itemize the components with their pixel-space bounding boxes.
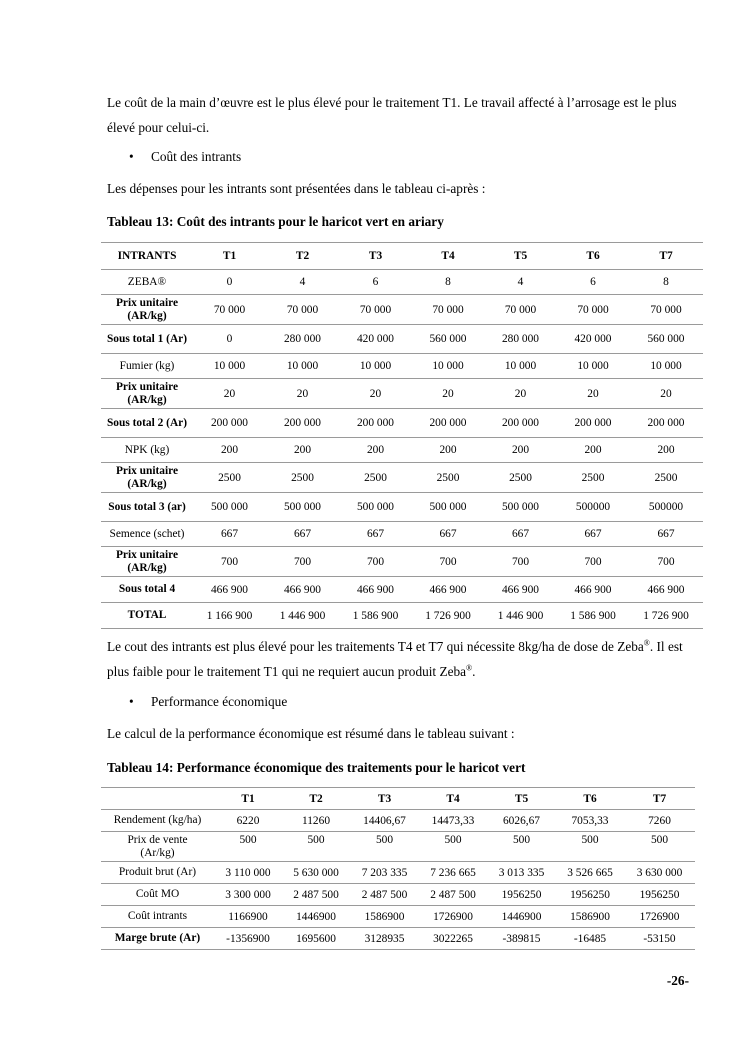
table-cell: 200 000 — [647, 417, 685, 429]
table-cell: 6220 — [236, 814, 260, 827]
table-cell: 2 487 500 — [430, 888, 476, 901]
table-cell: 500 000 — [356, 501, 395, 513]
table14-caption: Tableau 14: Performance économique des traitements pour le haricot vert — [107, 760, 526, 775]
table-cell: 14473,33 — [431, 814, 475, 827]
table-cell: 70 000 — [213, 303, 246, 316]
table-cell: 200 000 — [283, 417, 322, 429]
table-cell: 3 630 000 — [636, 866, 683, 879]
table-cell: 200 000 — [429, 417, 467, 429]
table-row — [101, 832, 695, 862]
table-cell: 1 726 900 — [425, 609, 471, 622]
paragraph-performance-intro: Le calcul de la performance économique est résumé dans le tableau suivant : — [107, 726, 515, 741]
table14-header-cell — [101, 788, 214, 810]
table-cell: 3022265 — [433, 932, 473, 945]
table-cell: 20 — [587, 387, 599, 400]
table-cell: 10 000 — [286, 360, 319, 372]
page-number: -26- — [666, 973, 689, 988]
table-row — [101, 577, 703, 603]
table13-caption: Tableau 13: Coût des intrants pour le haricot vert en ariary — [107, 214, 444, 229]
table-cell: 500 — [307, 834, 325, 846]
table-cell: 200 000 — [501, 417, 540, 429]
paragraph-part: . — [472, 664, 476, 679]
table13-header-cell: T3 — [368, 250, 383, 262]
table-cell: 11260 — [301, 814, 331, 827]
table-cell: 6 — [372, 276, 379, 288]
registered-mark: ® — [466, 663, 473, 673]
table13-header-cell: T6 — [586, 250, 600, 262]
table-cell: 500000 — [648, 501, 684, 513]
table-cell: 667 — [293, 528, 312, 540]
table-cell: 2 487 500 — [361, 888, 408, 901]
table-row — [101, 295, 703, 325]
table-cell: 0 — [226, 333, 233, 345]
table-cell: 560 000 — [429, 333, 467, 345]
table-cell: 466 900 — [283, 583, 322, 596]
row-label: Sous total 2 (Ar) — [106, 416, 188, 429]
table-cell: 500 — [512, 834, 531, 846]
table-cell: 200 — [293, 444, 312, 456]
table-cell: 20 — [296, 387, 309, 400]
row-label: TOTAL — [127, 609, 167, 621]
table-cell: 8 — [663, 276, 669, 288]
table-cell: 200 000 — [356, 417, 395, 429]
table-cell: 3 013 335 — [498, 866, 545, 879]
table-cell: 1 726 900 — [643, 609, 689, 622]
table-cell: 1956250 — [639, 888, 680, 901]
row-label: Sous total 3 (ar) — [108, 500, 186, 513]
table-cell: 70 000 — [577, 303, 609, 316]
table-cell: 500 000 — [429, 501, 467, 513]
table-cell: 200 — [439, 444, 457, 456]
table-cell: 667 — [220, 528, 239, 540]
table-cell: 5 630 000 — [293, 866, 339, 879]
table14-header-cell: T3 — [377, 792, 392, 805]
row-label: Semence (schet) — [109, 527, 185, 540]
table-cell: 1726900 — [433, 910, 473, 923]
table-cell: 420 000 — [356, 333, 395, 345]
table13-header-cell: T7 — [659, 250, 673, 262]
table-cell: 500 — [375, 834, 394, 846]
table13-header-cell: INTRANTS — [117, 250, 177, 262]
table-cell: 4 — [517, 276, 524, 288]
table-cell: 10 000 — [213, 360, 246, 372]
table-cell: 700 — [293, 555, 312, 568]
bullet-performance-label: Performance économique — [151, 694, 288, 709]
table-cell: 70 000 — [432, 303, 464, 316]
table-cell: 1586900 — [364, 910, 405, 923]
table-row — [101, 884, 695, 906]
row-label: Prix unitaire (AR/kg) — [115, 380, 179, 406]
table-cell: 500000 — [575, 501, 611, 513]
table-cell: -53150 — [643, 932, 676, 945]
row-label: ZEBA® — [127, 275, 167, 288]
table-cell: 466 900 — [429, 583, 467, 596]
table-cell: 3 300 000 — [225, 888, 271, 901]
table-cell: 560 000 — [647, 333, 685, 345]
table-cell: 667 — [584, 528, 602, 540]
table-cell: 2500 — [436, 471, 460, 484]
table-cell: -1356900 — [226, 932, 270, 945]
table-cell: 200 — [584, 444, 602, 456]
table-cell: 2500 — [581, 471, 605, 484]
table-cell: 500 — [239, 834, 257, 846]
table-cell: 667 — [511, 528, 530, 540]
table-cell: 2500 — [218, 471, 241, 484]
table14-header-cell: T6 — [583, 792, 597, 805]
table-cell: 6026,67 — [502, 814, 541, 827]
table-row — [101, 810, 695, 832]
table-row — [101, 409, 703, 438]
table-cell: 280 000 — [283, 333, 322, 345]
table-cell: 4 — [299, 276, 306, 288]
table-cell: 500 000 — [210, 501, 249, 513]
table13-header-cell: T2 — [295, 250, 310, 262]
table-cell: 70 000 — [650, 303, 682, 316]
table-row — [101, 325, 703, 354]
table-cell: 200 000 — [574, 417, 612, 429]
bullet-intrants — [129, 147, 241, 167]
table-row — [101, 862, 695, 884]
table-row — [101, 547, 703, 577]
table-cell: 1586900 — [570, 910, 610, 923]
row-label: Sous total 4 — [118, 583, 176, 595]
table-cell: 667 — [366, 528, 385, 540]
table-cell: 500 — [581, 834, 599, 846]
table-row — [101, 354, 703, 379]
table-intrants-cost — [101, 242, 703, 629]
paragraph-intrants-intro: Les dépenses pour les intrants sont présentées dans le tableau ci-après : — [107, 181, 486, 196]
table14-header-row — [101, 788, 695, 810]
row-label: Prix unitaire (AR/kg) — [115, 296, 179, 322]
table-cell: 667 — [439, 528, 457, 540]
table-cell: 14406,67 — [363, 814, 406, 827]
row-label: Prix de vente (Ar/kg) — [127, 833, 188, 859]
table-row — [101, 522, 703, 547]
table14-header-cell: T2 — [309, 792, 323, 805]
table-cell: 2500 — [654, 471, 678, 484]
table-cell: 1956250 — [570, 888, 610, 901]
row-label: Marge brute (Ar) — [114, 932, 201, 944]
table-cell: 20 — [223, 387, 236, 400]
table-cell: 7260 — [648, 814, 671, 827]
table-cell: 3128935 — [364, 932, 405, 945]
table-cell: 200 — [220, 444, 239, 456]
bullet-performance — [129, 692, 287, 712]
table-cell: 200 000 — [210, 417, 249, 429]
bullet-dot: • — [129, 149, 134, 164]
table-cell: 1695600 — [296, 932, 336, 945]
paragraph-part: . Il est plus faible pour le traitement T1 qui ne requiert aucun produit Zeba — [107, 639, 683, 679]
row-label: Prix unitaire (AR/kg) — [115, 548, 179, 574]
table-cell: 2500 — [291, 471, 314, 484]
table14-header-cell: T5 — [514, 792, 529, 805]
table-row — [101, 463, 703, 493]
row-label: Prix unitaire (AR/kg) — [115, 464, 179, 490]
row-label: Rendement (kg/ha) — [113, 814, 202, 826]
table-cell: -389815 — [502, 932, 541, 945]
bullet-dot: • — [129, 694, 134, 709]
table-cell: 8 — [445, 276, 451, 288]
table-cell: 7053,33 — [571, 814, 609, 827]
table-cell: 7 203 335 — [361, 866, 408, 879]
table-cell: 1 446 900 — [497, 609, 544, 622]
table-cell: 1446900 — [501, 910, 542, 923]
table-cell: 466 900 — [356, 583, 395, 596]
table13-header-row — [101, 243, 703, 270]
row-label: Produit brut (Ar) — [118, 866, 197, 878]
table-cell: 10 000 — [432, 360, 464, 372]
table-cell: 2 487 500 — [293, 888, 339, 901]
table-cell: 20 — [442, 387, 454, 400]
table-cell: 500 000 — [501, 501, 540, 513]
table13-header-cell: T5 — [513, 250, 528, 262]
table-cell: 70 000 — [504, 303, 537, 316]
table-cell: 200 — [366, 444, 385, 456]
table-cell: 2500 — [364, 471, 387, 484]
paragraph-intrants-analysis — [107, 634, 697, 684]
table-cell: 1446900 — [296, 910, 336, 923]
table-cell: 700 — [439, 555, 457, 568]
table-row — [101, 603, 703, 629]
table-cell: 7 236 665 — [430, 866, 476, 879]
table-cell: 1 586 900 — [570, 609, 616, 622]
table-row — [101, 928, 695, 950]
table-cell: 500 — [444, 834, 462, 846]
table-cell: 10 000 — [650, 360, 682, 372]
table-cell: 1 586 900 — [352, 609, 399, 622]
table-cell: 20 — [369, 387, 382, 400]
table-cell: 1 166 900 — [206, 609, 253, 622]
table-cell: 1166900 — [228, 910, 268, 923]
table-row — [101, 270, 703, 295]
table-cell: 3 110 000 — [225, 866, 271, 879]
table-cell: 667 — [657, 528, 675, 540]
table14-header-cell: T4 — [446, 792, 460, 805]
table-cell: 20 — [660, 387, 672, 400]
table-cell: -16485 — [573, 932, 607, 945]
table-row — [101, 906, 695, 928]
table-cell: 280 000 — [501, 333, 540, 345]
table-cell: 200 — [511, 444, 530, 456]
table-cell: 20 — [514, 387, 527, 400]
row-label: NPK (kg) — [124, 443, 170, 456]
row-label: Sous total 1 (Ar) — [106, 332, 188, 345]
table-cell: 466 900 — [647, 583, 685, 596]
table-cell: 10 000 — [577, 360, 609, 372]
table-cell: 420 000 — [574, 333, 612, 345]
table-cell: 700 — [584, 555, 602, 568]
table-cell: 70 000 — [286, 303, 319, 316]
registered-mark: ® — [643, 638, 650, 648]
table-cell: 700 — [220, 555, 239, 568]
table-cell: 466 900 — [574, 583, 612, 596]
table14-header-cell: T1 — [241, 792, 255, 805]
table-cell: 466 900 — [501, 583, 540, 596]
table-cell: 6 — [590, 276, 596, 288]
table-cell: 2500 — [509, 471, 532, 484]
table13-header-cell: T4 — [441, 250, 455, 262]
table-row — [101, 379, 703, 409]
paragraph-part: Le cout des intrants est plus élevé pour les traitements T4 et T7 qui nécessite 8kg/ha de dose de Zeba — [107, 639, 644, 654]
row-label: Fumier (kg) — [119, 359, 175, 372]
table-cell: 700 — [366, 555, 385, 568]
table-cell: 1 446 900 — [279, 609, 326, 622]
table-cell: 466 900 — [210, 583, 249, 596]
row-label: Coût MO — [135, 888, 180, 900]
table-cell: 3 526 665 — [567, 866, 613, 879]
table-cell: 700 — [511, 555, 530, 568]
row-label: Coût intrants — [127, 910, 188, 922]
table-cell: 500 — [650, 834, 669, 846]
table-cell: 500 000 — [283, 501, 322, 513]
table-cell: 700 — [657, 555, 675, 568]
table-economic-performance — [101, 787, 695, 950]
table-cell: 10 000 — [504, 360, 537, 372]
table-cell: 0 — [226, 276, 233, 288]
table-row — [101, 493, 703, 522]
table-cell: 10 000 — [359, 360, 392, 372]
table13-header-cell: T1 — [222, 250, 237, 262]
table-cell: 70 000 — [359, 303, 392, 316]
table14-header-cell: T7 — [652, 792, 667, 805]
table-cell: 1956250 — [501, 888, 542, 901]
table-cell: 1726900 — [639, 910, 680, 923]
table-cell: 200 — [657, 444, 675, 456]
paragraph-labour-cost: Le coût de la main d’œuvre est le plus élevé pour le traitement T1. Le travail affecté à l’arrosage est le plus élevé pour celui-ci. — [107, 95, 677, 135]
bullet-intrants-label: Coût des intrants — [151, 149, 242, 164]
table-row — [101, 438, 703, 463]
